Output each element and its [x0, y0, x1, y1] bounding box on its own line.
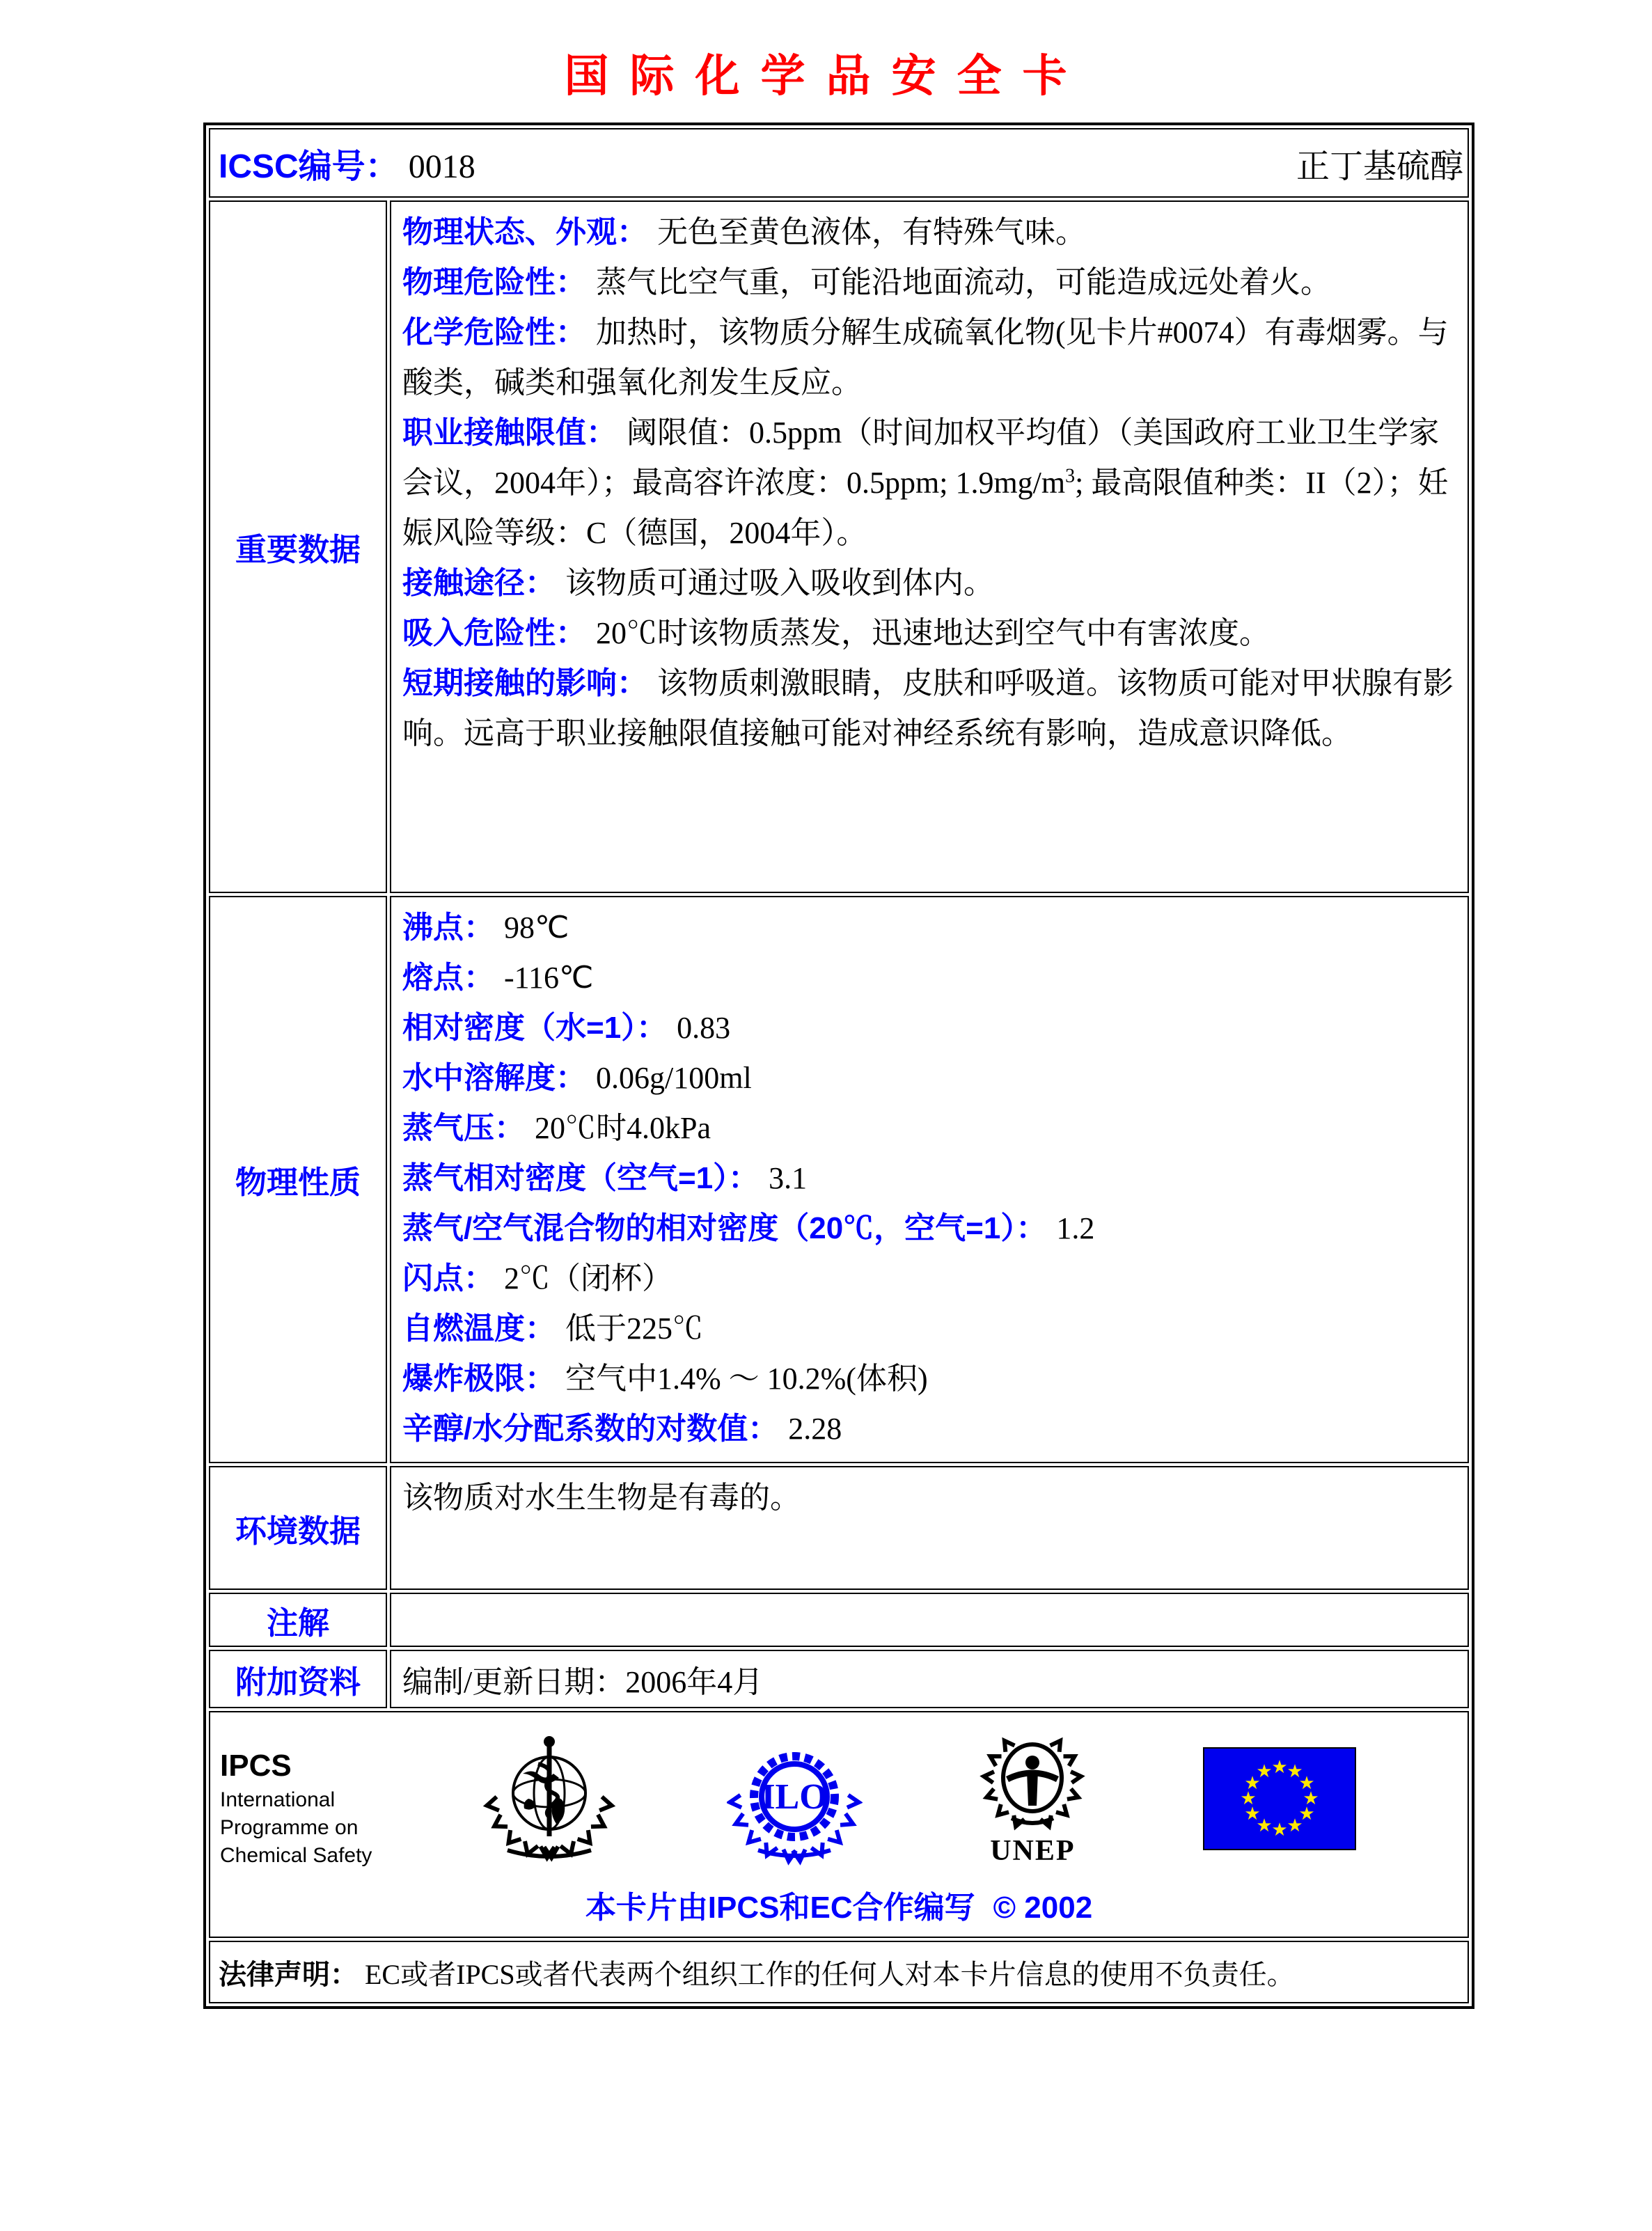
credit-text: 本卡片由IPCS和EC合作编写	[585, 1891, 975, 1925]
property-item: 蒸气压： 20℃时4.0kPa	[402, 1111, 711, 1145]
who-logo-icon	[480, 1731, 619, 1866]
content-notes	[390, 1593, 1469, 1647]
property-item: 熔点： -116℃	[402, 961, 594, 995]
legal-label: 法律声明：	[219, 1959, 358, 1990]
important-item: 短期接触的影响： 该物质刺激眼睛，皮肤和呼吸道。该物质可能对甲状腺有影响。远高于职业接触限值接触可能对神经系统有影响，造成意识降低。	[402, 666, 1454, 750]
icsc-number-label: ICSC编号：	[219, 148, 399, 185]
content-important-data	[390, 200, 1469, 893]
label-additional-info: 附加资料	[209, 1650, 387, 1708]
svg-text:★: ★	[1271, 1820, 1288, 1840]
label-important-data: 重要数据	[209, 200, 387, 893]
eu-flag-wrap	[1203, 1747, 1356, 1854]
row-additional-info	[209, 1650, 1469, 1708]
label-environmental-data: 环境数据	[209, 1466, 387, 1590]
superscript-3: 3	[1065, 465, 1076, 487]
property-item: 爆炸极限： 空气中1.4% ～ 10.2%(体积)	[402, 1362, 928, 1396]
svg-text:★: ★	[1287, 1761, 1303, 1782]
content-additional-info	[390, 1650, 1469, 1708]
header-row	[209, 128, 1469, 198]
content-physical-properties	[390, 896, 1469, 1463]
property-item: 相对密度（水=1）： 0.83	[402, 1011, 731, 1045]
unep-logo-text: UNEP	[990, 1835, 1076, 1867]
eu-flag-icon	[1203, 1747, 1356, 1850]
chemical-name: 正丁基硫醇	[1296, 148, 1463, 185]
property-item: 自燃温度： 低于225℃	[402, 1311, 703, 1346]
row-environmental-data	[209, 1466, 1469, 1590]
ipcs-text-block	[220, 1749, 372, 1870]
page-title: 国际化学品安全卡	[564, 51, 1088, 101]
icsc-number-value: 0018	[408, 148, 475, 185]
property-item: 蒸气相对密度（空气=1）： 3.1	[402, 1161, 808, 1195]
update-date-value: 2006年4月	[625, 1665, 764, 1699]
svg-text:★: ★	[1303, 1788, 1319, 1809]
important-item: 物理危险性： 蒸气比空气重，可能沿地面流动，可能造成远处着火。	[402, 265, 1331, 299]
row-physical-properties	[209, 896, 1469, 1463]
svg-text:★: ★	[1244, 1773, 1261, 1794]
label-notes: 注解	[209, 1593, 387, 1647]
header-cell	[209, 128, 1469, 198]
content-environmental-data	[390, 1466, 1469, 1590]
important-item: 接触途径： 该物质可通过吸入吸收到体内。	[402, 566, 994, 600]
property-item: 水中溶解度： 0.06g/100ml	[402, 1061, 752, 1095]
header-flex	[210, 139, 1468, 187]
credit-line	[210, 1882, 1468, 1927]
ipcs-heading: IPCS	[220, 1749, 292, 1783]
svg-text:★: ★	[1256, 1761, 1273, 1782]
row-logos	[209, 1711, 1469, 1938]
unep-logo-block	[970, 1731, 1095, 1868]
property-item: 辛醇/水分配系数的对数值： 2.28	[402, 1412, 842, 1446]
svg-text:★: ★	[1298, 1773, 1315, 1794]
update-date-label: 编制/更新日期：	[402, 1665, 626, 1699]
legal-text: EC或者IPCS或者代表两个组织工作的任何人对本卡片信息的使用不负责任。	[365, 1958, 1295, 1990]
svg-text:★: ★	[1256, 1815, 1273, 1836]
environmental-text: 该物质对水生生物是有毒的。	[402, 1481, 801, 1515]
row-notes	[209, 1593, 1469, 1647]
ipcs-subtitle: International Programme on Chemical Safety	[220, 1788, 372, 1867]
row-legal	[209, 1941, 1469, 2003]
svg-text:★: ★	[1298, 1804, 1315, 1824]
property-item: 闪点： 2℃（闭杯）	[402, 1261, 672, 1295]
logos-strip	[210, 1719, 1468, 1870]
copyright-text: © 2002	[993, 1891, 1093, 1925]
property-item: 蒸气/空气混合物的相对密度（20℃，空气=1）： 1.2	[402, 1211, 1095, 1245]
svg-text:★: ★	[1287, 1815, 1303, 1836]
svg-text:★: ★	[1240, 1788, 1257, 1809]
important-item: 物理状态、外观： 无色至黄色液体，有特殊气味。	[402, 215, 1086, 249]
property-item: 沸点： 98℃	[402, 910, 569, 945]
ilo-logo-icon	[727, 1731, 863, 1866]
content-logos	[209, 1711, 1469, 1938]
icsc-card-table	[203, 123, 1474, 2009]
icsc-number-group	[219, 139, 475, 187]
important-item: 职业接触限值： 阈限值：0.5ppm（时间加权平均值）（美国政府工业卫生学家会议，2004年）；最高容许浓度：0.5ppm; $1.9mg/m^3$; 最高限值种类：II（2）；妊娠风险等级：C（德国，2004年）。	[402, 416, 1449, 550]
legal-line	[210, 1953, 1468, 1992]
important-item: 化学危险性： 加热时，该物质分解生成硫氧化物(见卡片#0074）有毒烟雾。与酸类，碱类和强氧化剂发生反应。	[402, 315, 1449, 400]
unep-logo-icon	[970, 1731, 1095, 1835]
content-legal	[209, 1941, 1469, 2003]
additional-info-line	[402, 1657, 1456, 1701]
ilo-logo-text: ILO	[761, 1777, 828, 1817]
label-physical-properties: 物理性质	[209, 896, 387, 1463]
svg-text:★: ★	[1244, 1804, 1261, 1824]
row-important-data	[209, 200, 1469, 893]
svg-text:★: ★	[1271, 1757, 1288, 1778]
important-item: 吸入危险性： 20℃时该物质蒸发，迅速地达到空气中有害浓度。	[402, 616, 1270, 650]
